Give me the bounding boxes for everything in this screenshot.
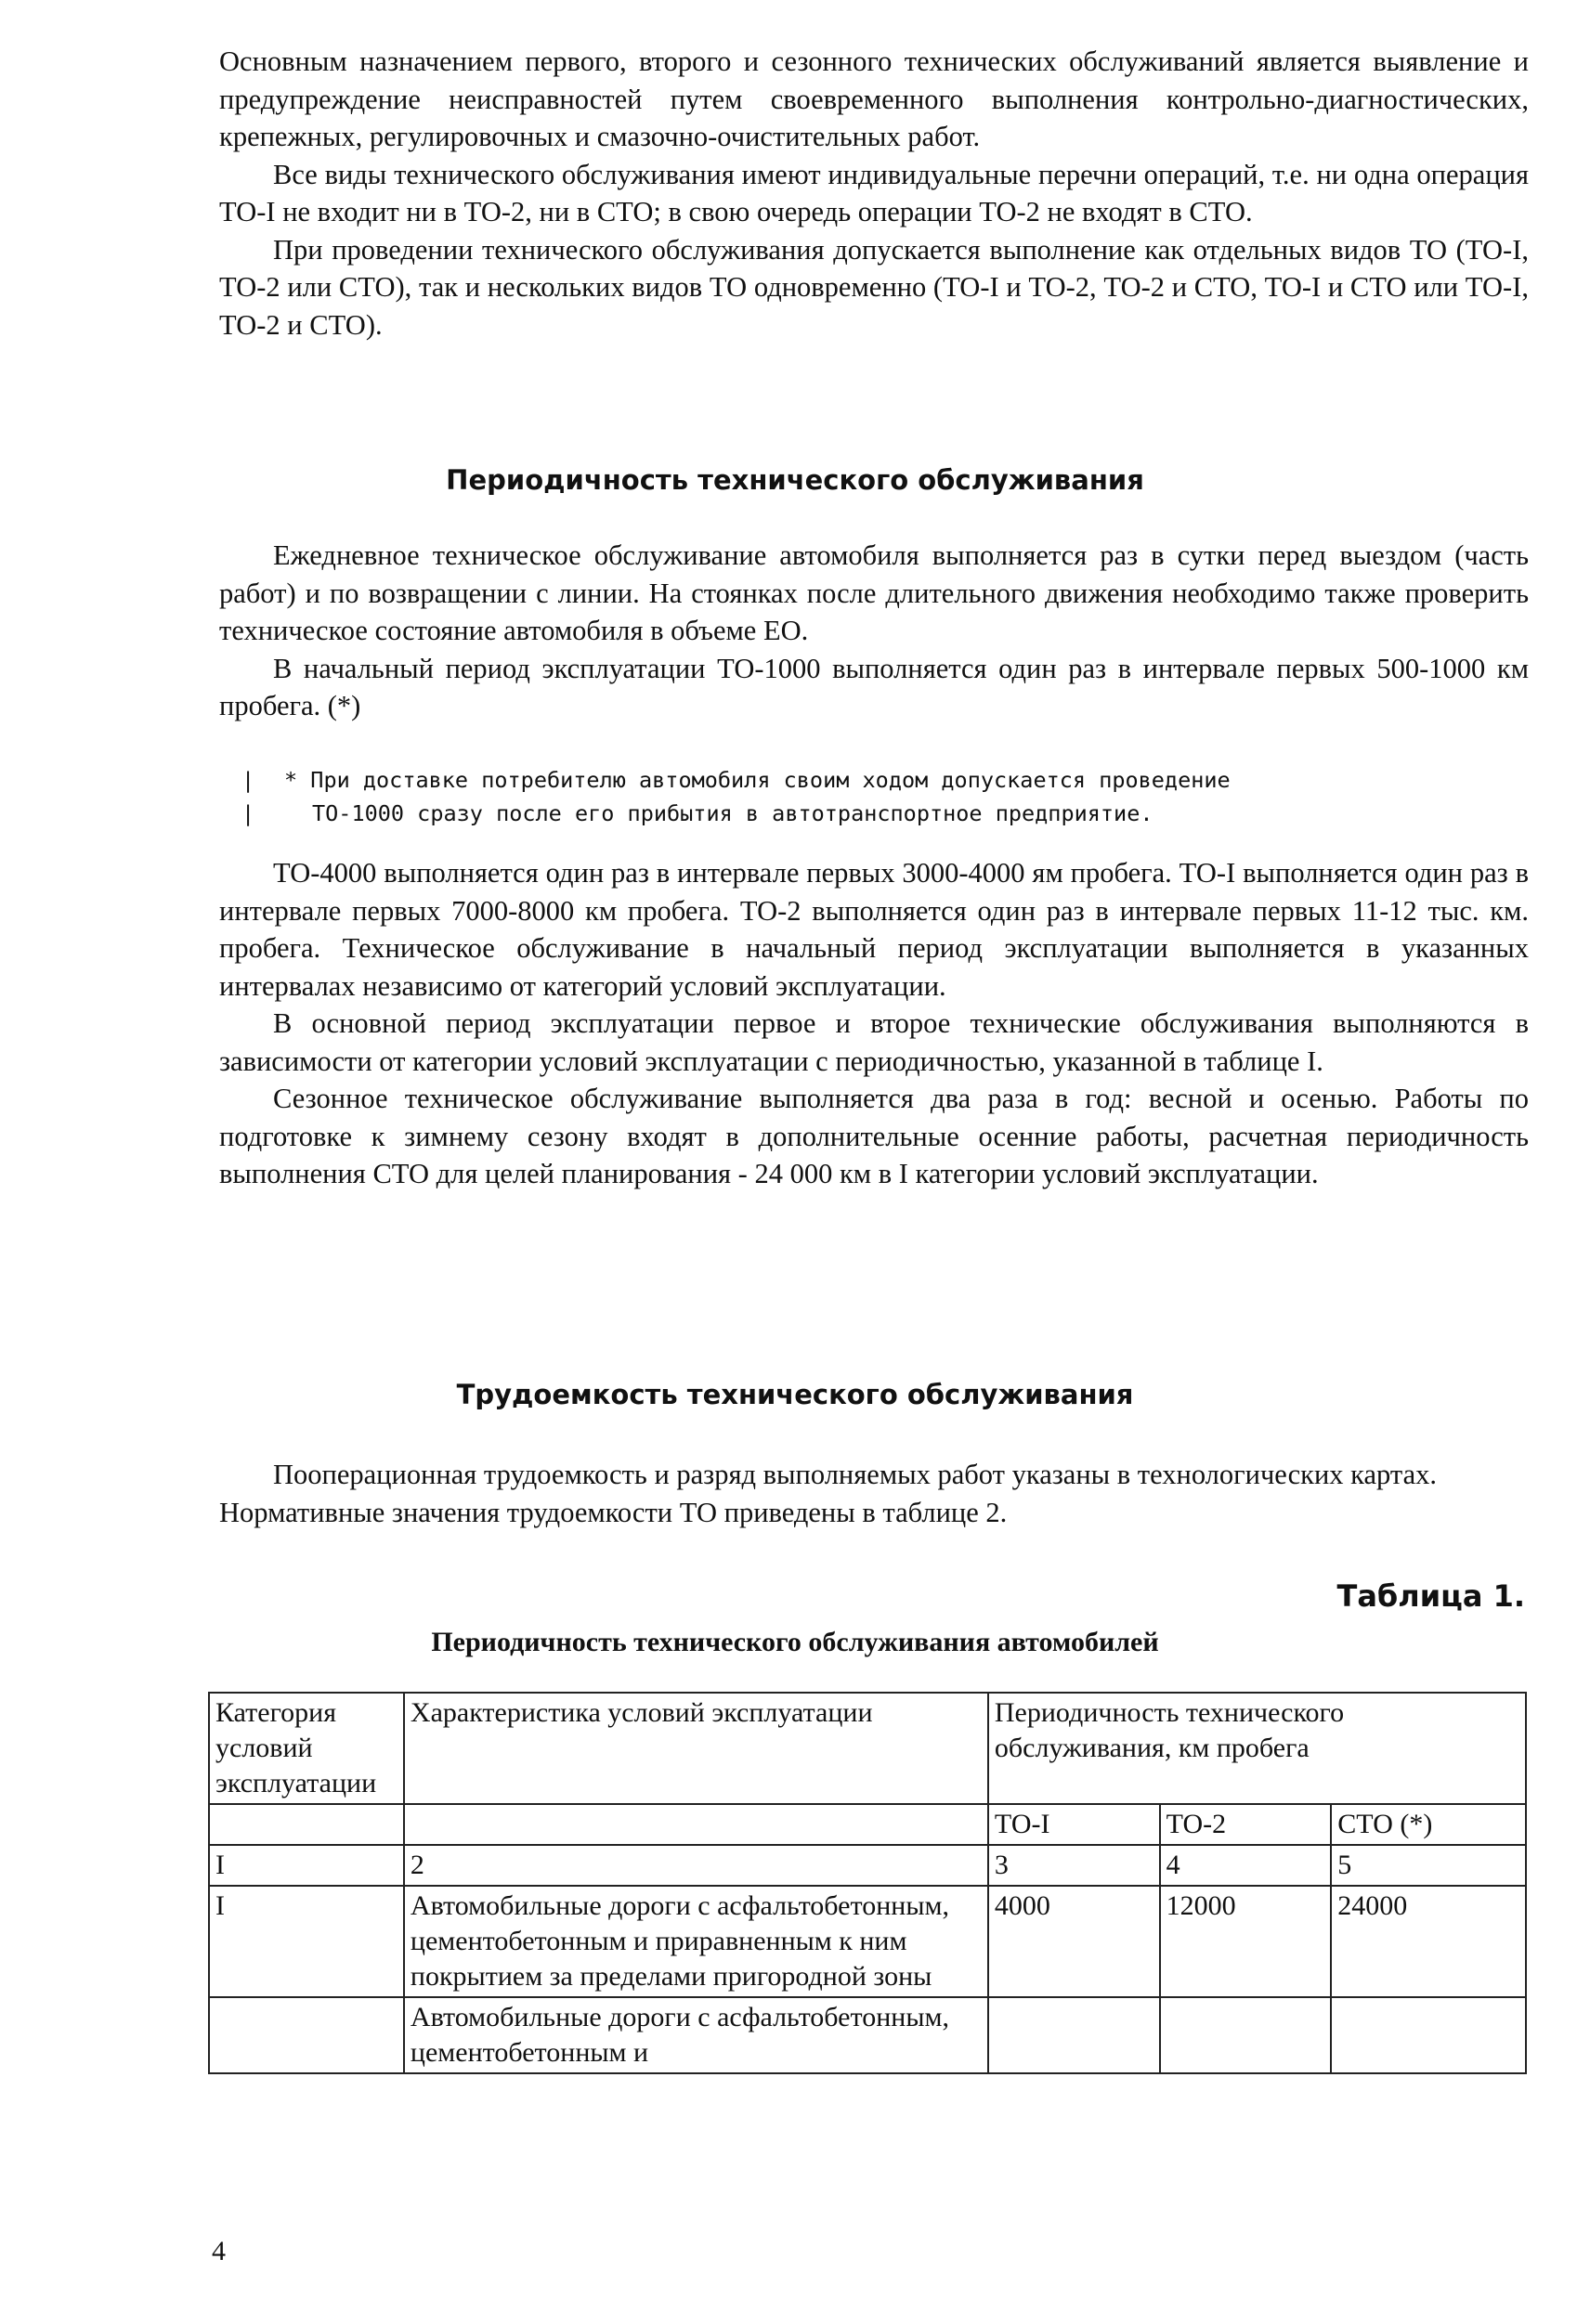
subheader-empty-2 — [404, 1804, 988, 1845]
cell-to1 — [988, 1997, 1160, 2073]
subheader-empty-1 — [209, 1804, 404, 1845]
header-periodicity: Периодичность технического обслуживания, км пробега — [988, 1693, 1526, 1804]
table-header-row — [209, 1693, 1526, 1804]
periodicity-paragraph-1: Ежедневное техническое обслуживание автомобиля выполняется раз в сутки перед выездом (часть работ) и по возвращении с линии. На стоянках после длительного движения необходимо также проверить техническое состояние автомобиля в объеме ЕО. — [219, 539, 1529, 646]
cell-to2: 12000 — [1160, 1886, 1332, 1997]
labor-paragraph-2: Нормативные значения трудоемкости ТО приведены в таблице 2. — [219, 1496, 1008, 1528]
periodicity-paragraph-5: Сезонное техническое обслуживание выполняется два раза в год: весной и осенью. Работы по подготовке к зимнему сезону входят в дополнительные осенние работы, расчетная периодичность выполнения СТО для целей планирования - 24 000 км в I категории условий эксплуатации. — [219, 1083, 1529, 1189]
intro-paragraph-2: Все виды технического обслуживания имеют индивидуальные перечни операций, т.е. ни одна операция ТО-I не входит ни в ТО-2, ни в СТО; в свою очередь операции ТО-2 не входят в СТО. — [219, 158, 1529, 227]
labor-paragraph-1: Пооперационная трудоемкость и разряд выполняемых работ указаны в технологических картах. — [273, 1459, 1438, 1490]
page-number: 4 — [212, 2236, 226, 2266]
periodicity-paragraph-4: В основной период эксплуатации первое и второе технические обслуживания выполняются в зависимости от категории условий эксплуатации с периодичностью, указанной в таблице I. — [219, 1007, 1529, 1077]
table-row — [209, 1886, 1526, 1997]
cell-to2 — [1160, 1997, 1332, 2073]
subheader-to1: ТО-I — [988, 1804, 1160, 1845]
number-cell: I — [209, 1845, 404, 1886]
periodicity-paragraph-2: В начальный период эксплуатации ТО-1000 выполняется один раз в интервале первых 500-1000 км пробега. (*) — [219, 652, 1529, 721]
number-cell: 5 — [1331, 1845, 1526, 1886]
table-row — [209, 1997, 1526, 2073]
cell-sto: 24000 — [1331, 1886, 1526, 1997]
periodicity-text-b — [219, 854, 1529, 1193]
footnote: | * При доставке потребителю автомобиля своим ходом допускается проведение | ТО-1000 сразу после его прибытия в автотранспортное предприятие. — [241, 767, 1231, 826]
cell-characteristic: Автомобильные дороги с асфальтобетонным, цементобетонным и приравненным к ним покрытием за пределами пригородной зоны — [404, 1886, 988, 1997]
cell-category: I — [209, 1886, 404, 1997]
cell-to1: 4000 — [988, 1886, 1160, 1997]
intro-text — [219, 43, 1529, 344]
header-characteristic: Характеристика условий эксплуатации — [404, 1693, 988, 1804]
header-category: Категория условий эксплуатации — [209, 1693, 404, 1804]
labor-text — [219, 1456, 1529, 1531]
number-cell: 2 — [404, 1845, 988, 1886]
table-label: Таблица 1. — [1336, 1578, 1525, 1614]
cell-characteristic: Автомобильные дороги с асфальтобетонным, цементобетонным и — [404, 1997, 988, 2073]
section-heading-periodicity: Периодичность технического обслуживания — [446, 464, 1144, 496]
periodicity-paragraph-3: ТО-4000 выполняется один раз в интервале первых 3000-4000 ям пробега. ТО-I выполняется один раз в интервале первых 7000-8000 км пробега. ТО-2 выполняется один раз в интервале первых 11-12 тыс. км. пробега. Техническое обслуживание в начальный период эксплуатации выполняется в указанных интервалах независимо от категорий условий эксплуатации. — [219, 857, 1529, 1002]
footnote-line-2: ТО-1000 сразу после его прибытия в автотранспортное предприятие. — [312, 800, 1153, 826]
cell-category — [209, 1997, 404, 2073]
subheader-to2: ТО-2 — [1160, 1804, 1332, 1845]
footnote-line-1: * При доставке потребителю автомобиля своим ходом допускается проведение — [284, 767, 1231, 793]
number-cell: 4 — [1160, 1845, 1332, 1886]
section-heading-labor: Трудоемкость технического обслуживания — [456, 1379, 1134, 1410]
intro-paragraph-3: При проведении технического обслуживания допускается выполнение как отдельных видов ТО (ТО-I, ТО-2 или СТО), так и нескольких видов ТО одновременно (ТО-I и ТО-2, ТО-2 и СТО, ТО-I и СТО или ТО-I, ТО-2 и СТО). — [219, 233, 1529, 341]
intro-paragraph-1: Основным назначением первого, второго и сезонного технических обслуживаний является выявление и предупреждение неисправностей путем своевременного выполнения контрольно-диагностических, крепежных, регулировочных и смазочно-очистительных работ. — [219, 45, 1529, 152]
periodicity-table — [208, 1692, 1527, 2074]
table-number-row — [209, 1845, 1526, 1886]
table-caption: Периодичность технического обслуживания автомобилей — [431, 1627, 1159, 1657]
periodicity-text-a — [219, 537, 1529, 725]
table-subheader-row — [209, 1804, 1526, 1845]
number-cell: 3 — [988, 1845, 1160, 1886]
cell-sto — [1331, 1997, 1526, 2073]
subheader-sto: СТО (*) — [1331, 1804, 1526, 1845]
